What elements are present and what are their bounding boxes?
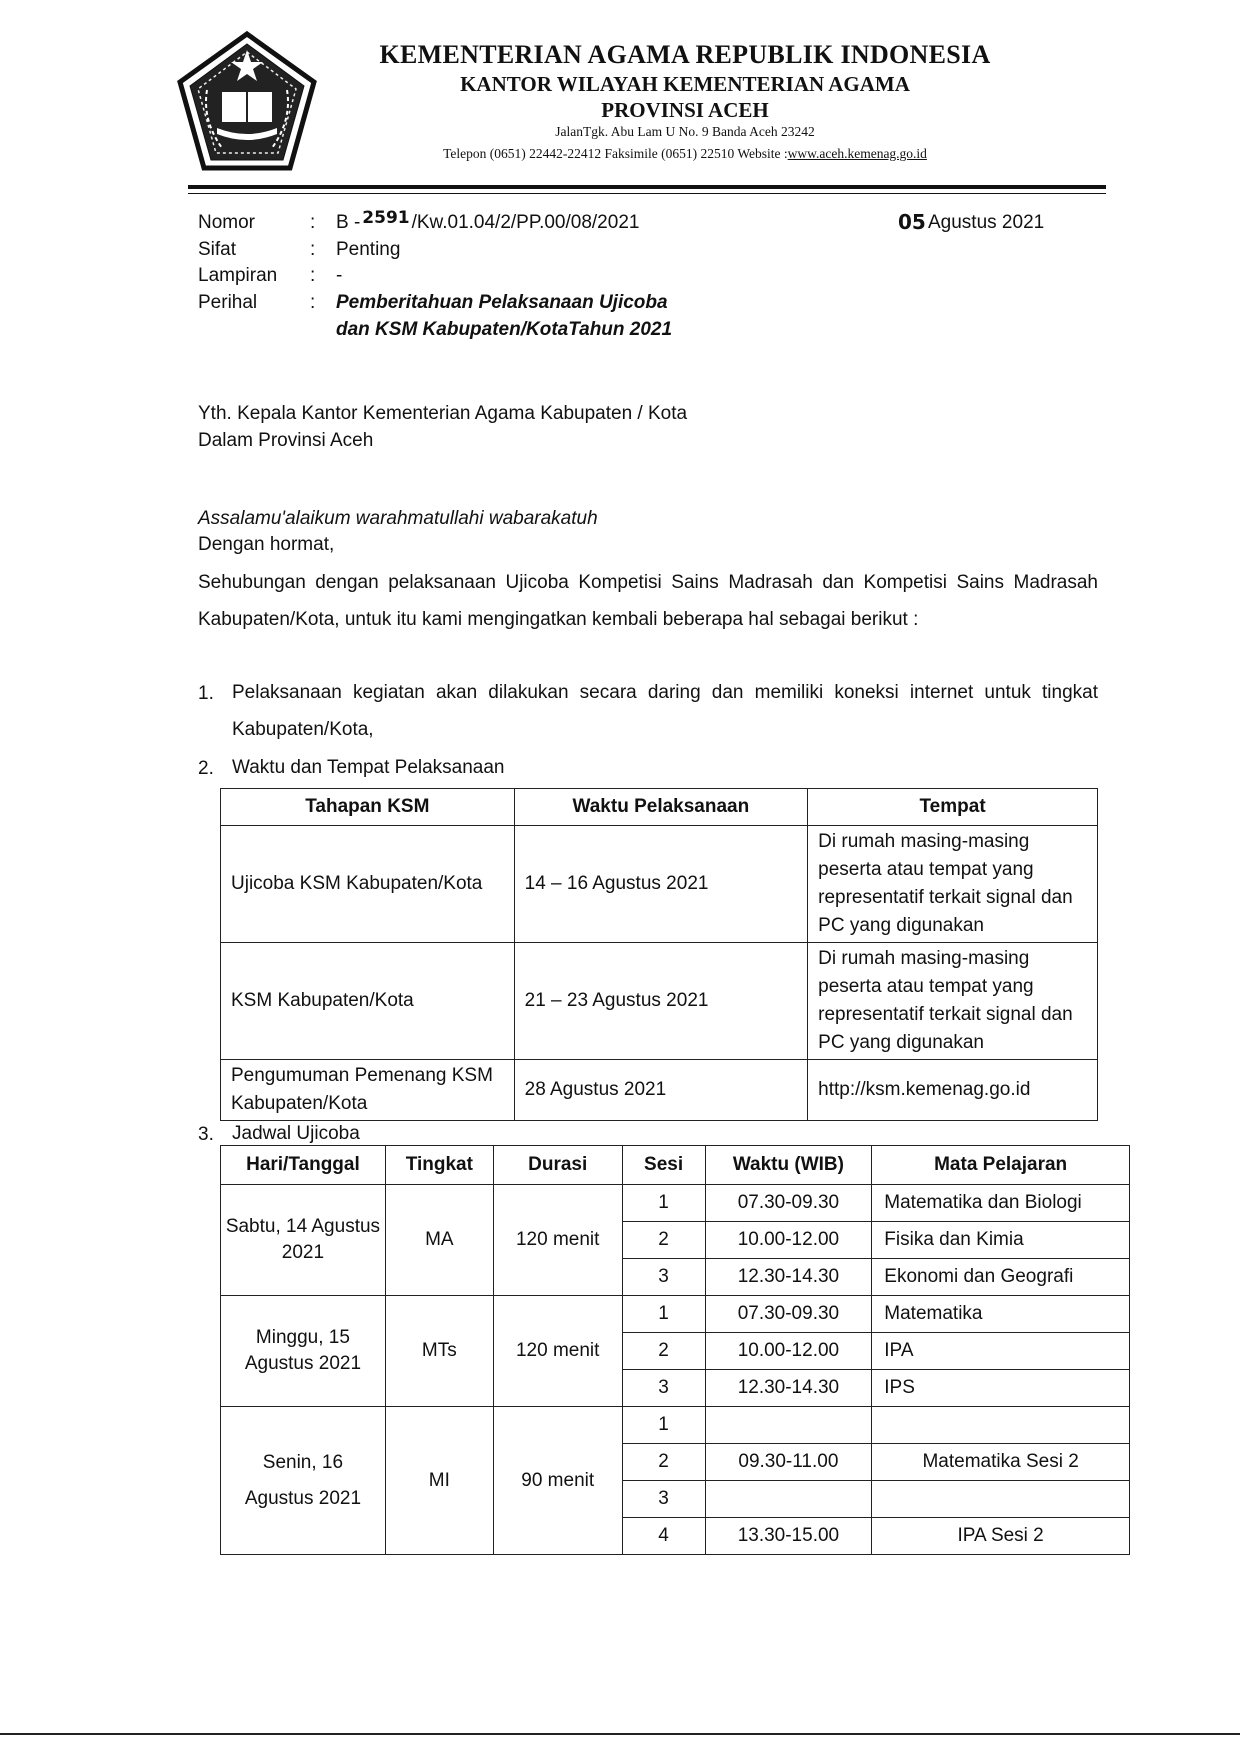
- tempat-cell: Di rumah masing-masing peserta atau tempat yang representatif terkait signal dan PC yang digunakan: [808, 826, 1098, 943]
- column-header: Durasi: [493, 1146, 622, 1185]
- column-header: Tahapan KSM: [221, 789, 515, 826]
- letterhead-line1: KEMENTERIAN AGAMA REPUBLIK INDONESIA: [379, 40, 991, 69]
- nomor-value: [336, 208, 640, 234]
- table-row: [221, 1185, 1130, 1222]
- lampiran-colon: :: [310, 265, 316, 286]
- perihal-label: Perihal: [198, 292, 258, 313]
- nomor-suffix: /Kw.01.04/2/PP.00/08/2021: [411, 212, 640, 233]
- durasi-cell: 90 menit: [493, 1407, 622, 1555]
- waktu-cell: 10.00-12.00: [705, 1222, 872, 1259]
- perihal-line2: dan KSM Kabupaten/KotaTahun 2021: [336, 319, 673, 340]
- mapel-cell: Matematika dan Biologi: [872, 1185, 1130, 1222]
- point-2-number: 2.: [198, 758, 214, 779]
- hari-cell: Minggu, 15 Agustus 2021: [221, 1296, 386, 1407]
- waktu-cell: 09.30-11.00: [705, 1444, 872, 1481]
- point-1-text: Pelaksanaan kegiatan akan dilakukan secara daring dan memiliki koneksi internet untuk tingkat Kabupaten/Kota,: [232, 682, 1098, 740]
- sesi-cell: 1: [622, 1296, 705, 1333]
- tahapan-cell: Pengumuman Pemenang KSM Kabupaten/Kota: [221, 1060, 515, 1121]
- nomor-handwritten: 2591: [362, 208, 410, 228]
- tahapan-cell: Ujicoba KSM Kabupaten/Kota: [221, 826, 515, 943]
- table-row: [221, 826, 1098, 943]
- letterhead-rule-thin: [188, 193, 1106, 194]
- durasi-cell: 120 menit: [493, 1296, 622, 1407]
- column-header: Tempat: [808, 789, 1098, 826]
- sifat-label: Sifat: [198, 239, 237, 260]
- waktu-cell: 10.00-12.00: [705, 1333, 872, 1370]
- sesi-cell: 2: [622, 1222, 705, 1259]
- waktu-cell: 07.30-09.30: [705, 1296, 872, 1333]
- mapel-cell: Matematika: [872, 1296, 1130, 1333]
- sesi-cell: 1: [622, 1185, 705, 1222]
- sesi-cell: 3: [622, 1259, 705, 1296]
- waktu-cell: 14 – 16 Agustus 2021: [514, 826, 808, 943]
- sesi-cell: 3: [622, 1481, 705, 1518]
- waktu-cell: [705, 1407, 872, 1444]
- point-1-number: 1.: [198, 683, 214, 704]
- column-header: Waktu (WIB): [705, 1146, 872, 1185]
- mapel-cell: Matematika Sesi 2: [872, 1444, 1130, 1481]
- sesi-cell: 2: [622, 1444, 705, 1481]
- tingkat-cell: MA: [385, 1185, 493, 1296]
- letterhead-rule-thick: [188, 185, 1106, 189]
- perihal-colon: :: [310, 292, 316, 313]
- intro-paragraph: Sehubungan dengan pelaksanaan Ujicoba Kompetisi Sains Madrasah dan Kompetisi Sains Madrasah Kabupaten/Kota, untuk itu kami mengingatkan kembali beberapa hal sebagai berikut :: [198, 572, 1098, 630]
- letterhead-contact: Telepon (0651) 22442-22412 Faksimile (0651) 22510 Website :: [443, 146, 788, 161]
- table-row: [221, 1060, 1098, 1121]
- waktu-cell: 12.30-14.30: [705, 1370, 872, 1407]
- waktu-cell: 28 Agustus 2021: [514, 1060, 808, 1121]
- column-header: Sesi: [622, 1146, 705, 1185]
- hari-cell: Senin, 16 Agustus 2021: [221, 1407, 386, 1555]
- sifat-colon: :: [310, 239, 316, 260]
- nomor-prefix: B -: [336, 212, 361, 233]
- page-bottom-rule: [0, 1733, 1240, 1735]
- recipient-line2: Dalam Provinsi Aceh: [198, 430, 374, 451]
- mapel-cell: IPA Sesi 2: [872, 1518, 1130, 1555]
- tempat-cell: Di rumah masing-masing peserta atau tempat yang representatif terkait signal dan PC yang digunakan: [808, 943, 1098, 1060]
- letter-date: Agustus 2021: [928, 212, 1045, 233]
- column-header: Waktu Pelaksanaan: [514, 789, 808, 826]
- tingkat-cell: MI: [385, 1407, 493, 1555]
- sesi-cell: 2: [622, 1333, 705, 1370]
- jadwal-ujicoba-table: [220, 1145, 1130, 1555]
- table-header-row: [221, 1146, 1130, 1185]
- hari-cell: Sabtu, 14 Agustus 2021: [221, 1185, 386, 1296]
- mapel-cell: [872, 1407, 1130, 1444]
- perihal-line1: Pemberitahuan Pelaksanaan Ujicoba: [336, 292, 668, 313]
- mapel-cell: IPS: [872, 1370, 1130, 1407]
- point-3-text: Jadwal Ujicoba: [232, 1123, 360, 1144]
- point-2-text: Waktu dan Tempat Pelaksanaan: [232, 757, 505, 778]
- tahapan-cell: KSM Kabupaten/Kota: [221, 943, 515, 1060]
- column-header: Tingkat: [385, 1146, 493, 1185]
- letterhead-website[interactable]: www.aceh.kemenag.go.id: [787, 146, 927, 161]
- nomor-colon: :: [310, 212, 316, 233]
- letterhead-address: JalanTgk. Abu Lam U No. 9 Banda Aceh 23242: [555, 124, 815, 139]
- mapel-cell: [872, 1481, 1130, 1518]
- tingkat-cell: MTs: [385, 1296, 493, 1407]
- waktu-cell: [705, 1481, 872, 1518]
- letterhead-line3: PROVINSI ACEH: [601, 98, 769, 122]
- waktu-cell: 07.30-09.30: [705, 1185, 872, 1222]
- sifat-value: Penting: [336, 239, 401, 260]
- nomor-label: Nomor: [198, 212, 256, 233]
- tempat-cell[interactable]: http://ksm.kemenag.go.id: [808, 1060, 1098, 1121]
- dengan-hormat: Dengan hormat,: [198, 534, 335, 555]
- point-3-number: 3.: [198, 1124, 214, 1145]
- mapel-cell: IPA: [872, 1333, 1130, 1370]
- table-header-row: [221, 789, 1098, 826]
- table-row: [221, 1296, 1130, 1333]
- durasi-cell: 120 menit: [493, 1185, 622, 1296]
- recipient-line1: Yth. Kepala Kantor Kementerian Agama Kabupaten / Kota: [198, 403, 688, 424]
- waktu-cell: 12.30-14.30: [705, 1259, 872, 1296]
- column-header: Hari/Tanggal: [221, 1146, 386, 1185]
- lampiran-value: -: [336, 265, 343, 286]
- column-header: Mata Pelajaran: [872, 1146, 1130, 1185]
- salam: Assalamu'alaikum warahmatullahi wabarakatuh: [198, 508, 598, 529]
- kemenag-logo: [172, 30, 322, 178]
- sesi-cell: 1: [622, 1407, 705, 1444]
- letterhead-line2: KANTOR WILAYAH KEMENTERIAN AGAMA: [460, 72, 910, 96]
- sesi-cell: 4: [622, 1518, 705, 1555]
- mapel-cell: Fisika dan Kimia: [872, 1222, 1130, 1259]
- waktu-tempat-table: [220, 788, 1098, 1121]
- table-row: [221, 1407, 1130, 1444]
- letterhead-contact-line: [340, 146, 1030, 162]
- waktu-cell: 21 – 23 Agustus 2021: [514, 943, 808, 1060]
- table-row: [221, 943, 1098, 1060]
- waktu-cell: 13.30-15.00: [705, 1518, 872, 1555]
- date-handwritten: 05: [898, 210, 926, 234]
- lampiran-label: Lampiran: [198, 265, 278, 286]
- sesi-cell: 3: [622, 1370, 705, 1407]
- mapel-cell: Ekonomi dan Geografi: [872, 1259, 1130, 1296]
